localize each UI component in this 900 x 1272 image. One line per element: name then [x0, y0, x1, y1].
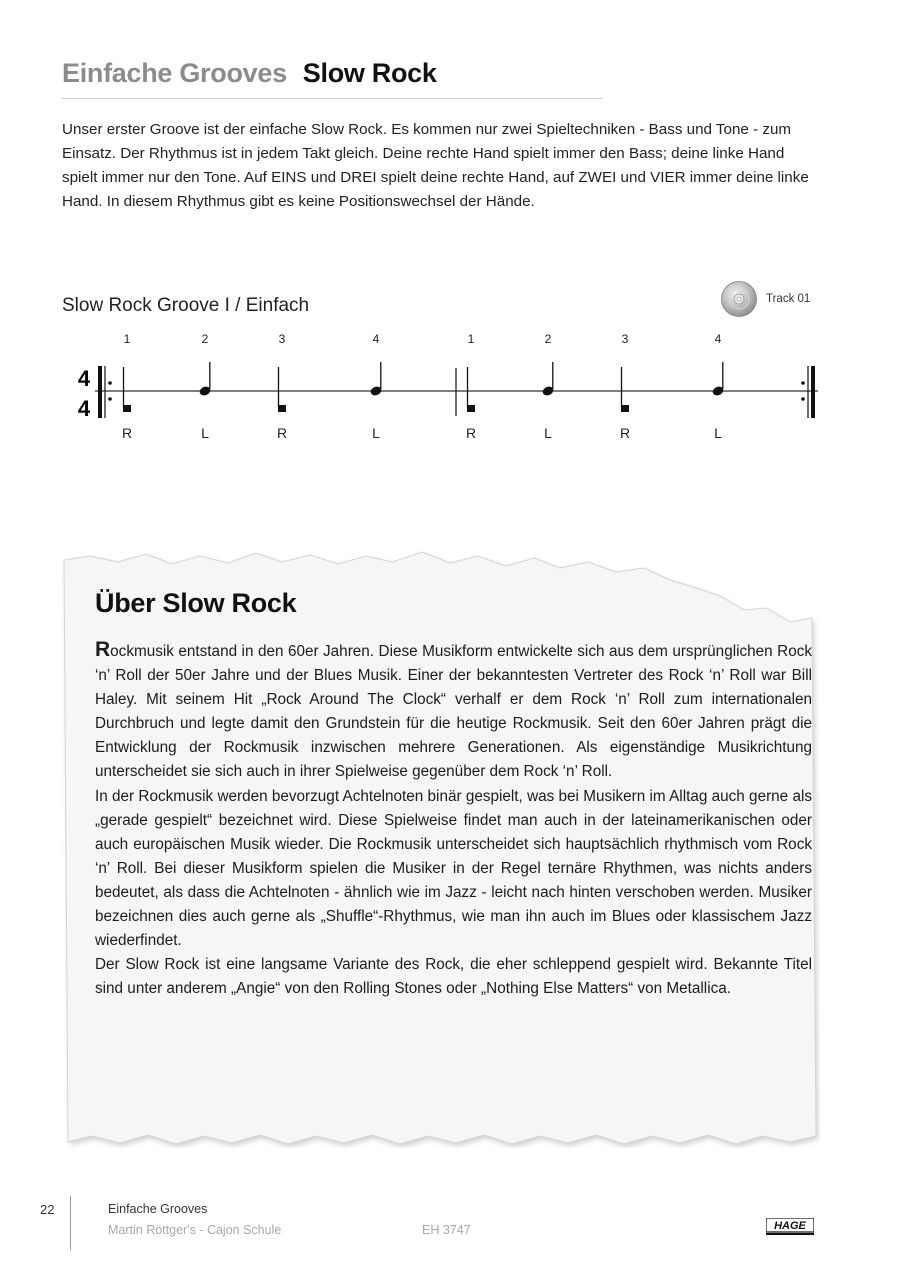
footer-section: Einfache Grooves: [108, 1202, 208, 1216]
publisher-logo-text: HAGE: [774, 1220, 806, 1232]
drop-cap: R: [95, 638, 111, 661]
beat: [620, 332, 630, 441]
hand-label: R: [619, 425, 631, 441]
bass-note-head: [278, 405, 286, 412]
beat-count: 3: [621, 332, 629, 346]
beat-count: 4: [714, 332, 722, 346]
article-paragraph-3: Der Slow Rock ist eine langsame Variante des Rock, die eher schleppend gespielt wird. Bekannte Titel sind unter anderem „Angie“ von den Rolling Stones oder „Nothing Else Matters“ von Metallica.: [95, 956, 812, 998]
hand-label: R: [121, 425, 133, 441]
beat: [711, 332, 724, 441]
beat: [122, 332, 132, 441]
bass-note-head: [621, 405, 629, 412]
bass-note-head: [467, 405, 475, 412]
hand-label: R: [276, 425, 288, 441]
header-rule: [62, 98, 602, 99]
beat: [198, 332, 211, 441]
topic-heading: Slow Rock: [302, 58, 437, 88]
time-signature-bottom: 4: [77, 396, 91, 421]
article-paragraph-2: In der Rockmusik werden bevorzugt Achtelnoten binär gespielt, was bei Musikern im Alltag auch gerne als „gerade gespielt“ bezeichnet wird. Diese Spielweise findet man auch in der lateinamerikanischen oder auch europäischen Musik wieder. Die Rockmusik unterscheidet sich hauptsächlich rhythmisch vom Rock ‘n’ Roll. Bei dieser Musikform spielen die Musiker in der Regel ternäre Rhythmen, was nichts anders bedeutet, als dass die Achtelnoten - ähnlich wie im Jazz - leicht nach hinten verschoben werden. Musiker bezeichnen dies auch gerne als „Shuffle“-Rhythmus, wie man ihn auch im Blues oder klassischem Jazz wiederfindet.: [95, 787, 812, 950]
hand-label: L: [372, 425, 380, 441]
beat: [541, 332, 554, 441]
hand-label: L: [714, 425, 722, 441]
beat-count: 1: [123, 332, 131, 346]
track-indicator[interactable]: [720, 280, 810, 318]
groove-title: Slow Rock Groove I / Einfach: [62, 295, 310, 316]
article-title: Über Slow Rock: [95, 588, 297, 618]
beat-count: 2: [201, 332, 209, 346]
beat-count: 4: [372, 332, 380, 346]
footer-book-title: Martin Röttger's - Cajon Schule: [108, 1223, 282, 1237]
end-repeat-sign: [801, 366, 815, 418]
footer-divider: [70, 1196, 71, 1250]
beat: [277, 332, 287, 441]
groove-notation: [0, 320, 900, 450]
beat-count: 2: [544, 332, 552, 346]
intro-paragraph: Unser erster Groove ist der einfache Slow Rock. Es kommen nur zwei Spieltechniken - Bass und Tone - zum Einsatz. Der Rhythmus ist in jedem Takt gleich. Deine rechte Hand spielt immer den Bass; deine linke Hand spielt immer nur den Tone. Auf EINS und DREI spielt deine rechte Hand, auf ZWEI und VIER immer deine linke Hand. In diesem Rhythmus gibt es keine Positionswechsel der Hände.: [62, 121, 809, 210]
beat: [369, 332, 382, 441]
hand-label: R: [465, 425, 477, 441]
bass-note-head: [123, 405, 131, 412]
article-box: [95, 588, 815, 1001]
article-paragraph-1: [95, 639, 812, 785]
time-signature-top: 4: [77, 366, 91, 391]
hand-label: L: [201, 425, 209, 441]
publisher-logo: [766, 1218, 814, 1236]
page-number: 22: [40, 1202, 55, 1217]
page-header: [62, 58, 602, 89]
article-body: [95, 639, 812, 1001]
hand-label: L: [544, 425, 552, 441]
footer-catalog-number: EH 3747: [422, 1223, 471, 1237]
start-repeat-sign: [98, 366, 112, 418]
cd-icon: [720, 280, 758, 318]
section-heading: Einfache Grooves: [62, 58, 287, 88]
beat-count: 1: [467, 332, 475, 346]
paragraph-1-text: ockmusik entstand in den 60er Jahren. Diese Musikform entwickelte sich aus dem ursprünglichen Rock ‘n’ Roll der 50er Jahre und der Blues Musik. Einer der bekanntesten Vertreter des Rock ‘n’ Roll war Bill Haley. Mit seinem Hit „Rock Around The Clock“ verhalf er dem Rock ‘n’ Roll zum internationalen Durchbruch und legte damit den Grundstein für die heutige Rockmusik. Seit den 60er Jahren prägt die Entwicklung der Rockmusik inzwischen mehrere Generationen. Als eigenständige Musikrichtung unterscheidet sie sich auch in ihrer Spielweise gegenüber dem Rock ‘n’ Roll.: [95, 643, 812, 781]
track-label: Track 01: [766, 293, 811, 305]
beat-count: 3: [278, 332, 286, 346]
beat: [466, 332, 476, 441]
